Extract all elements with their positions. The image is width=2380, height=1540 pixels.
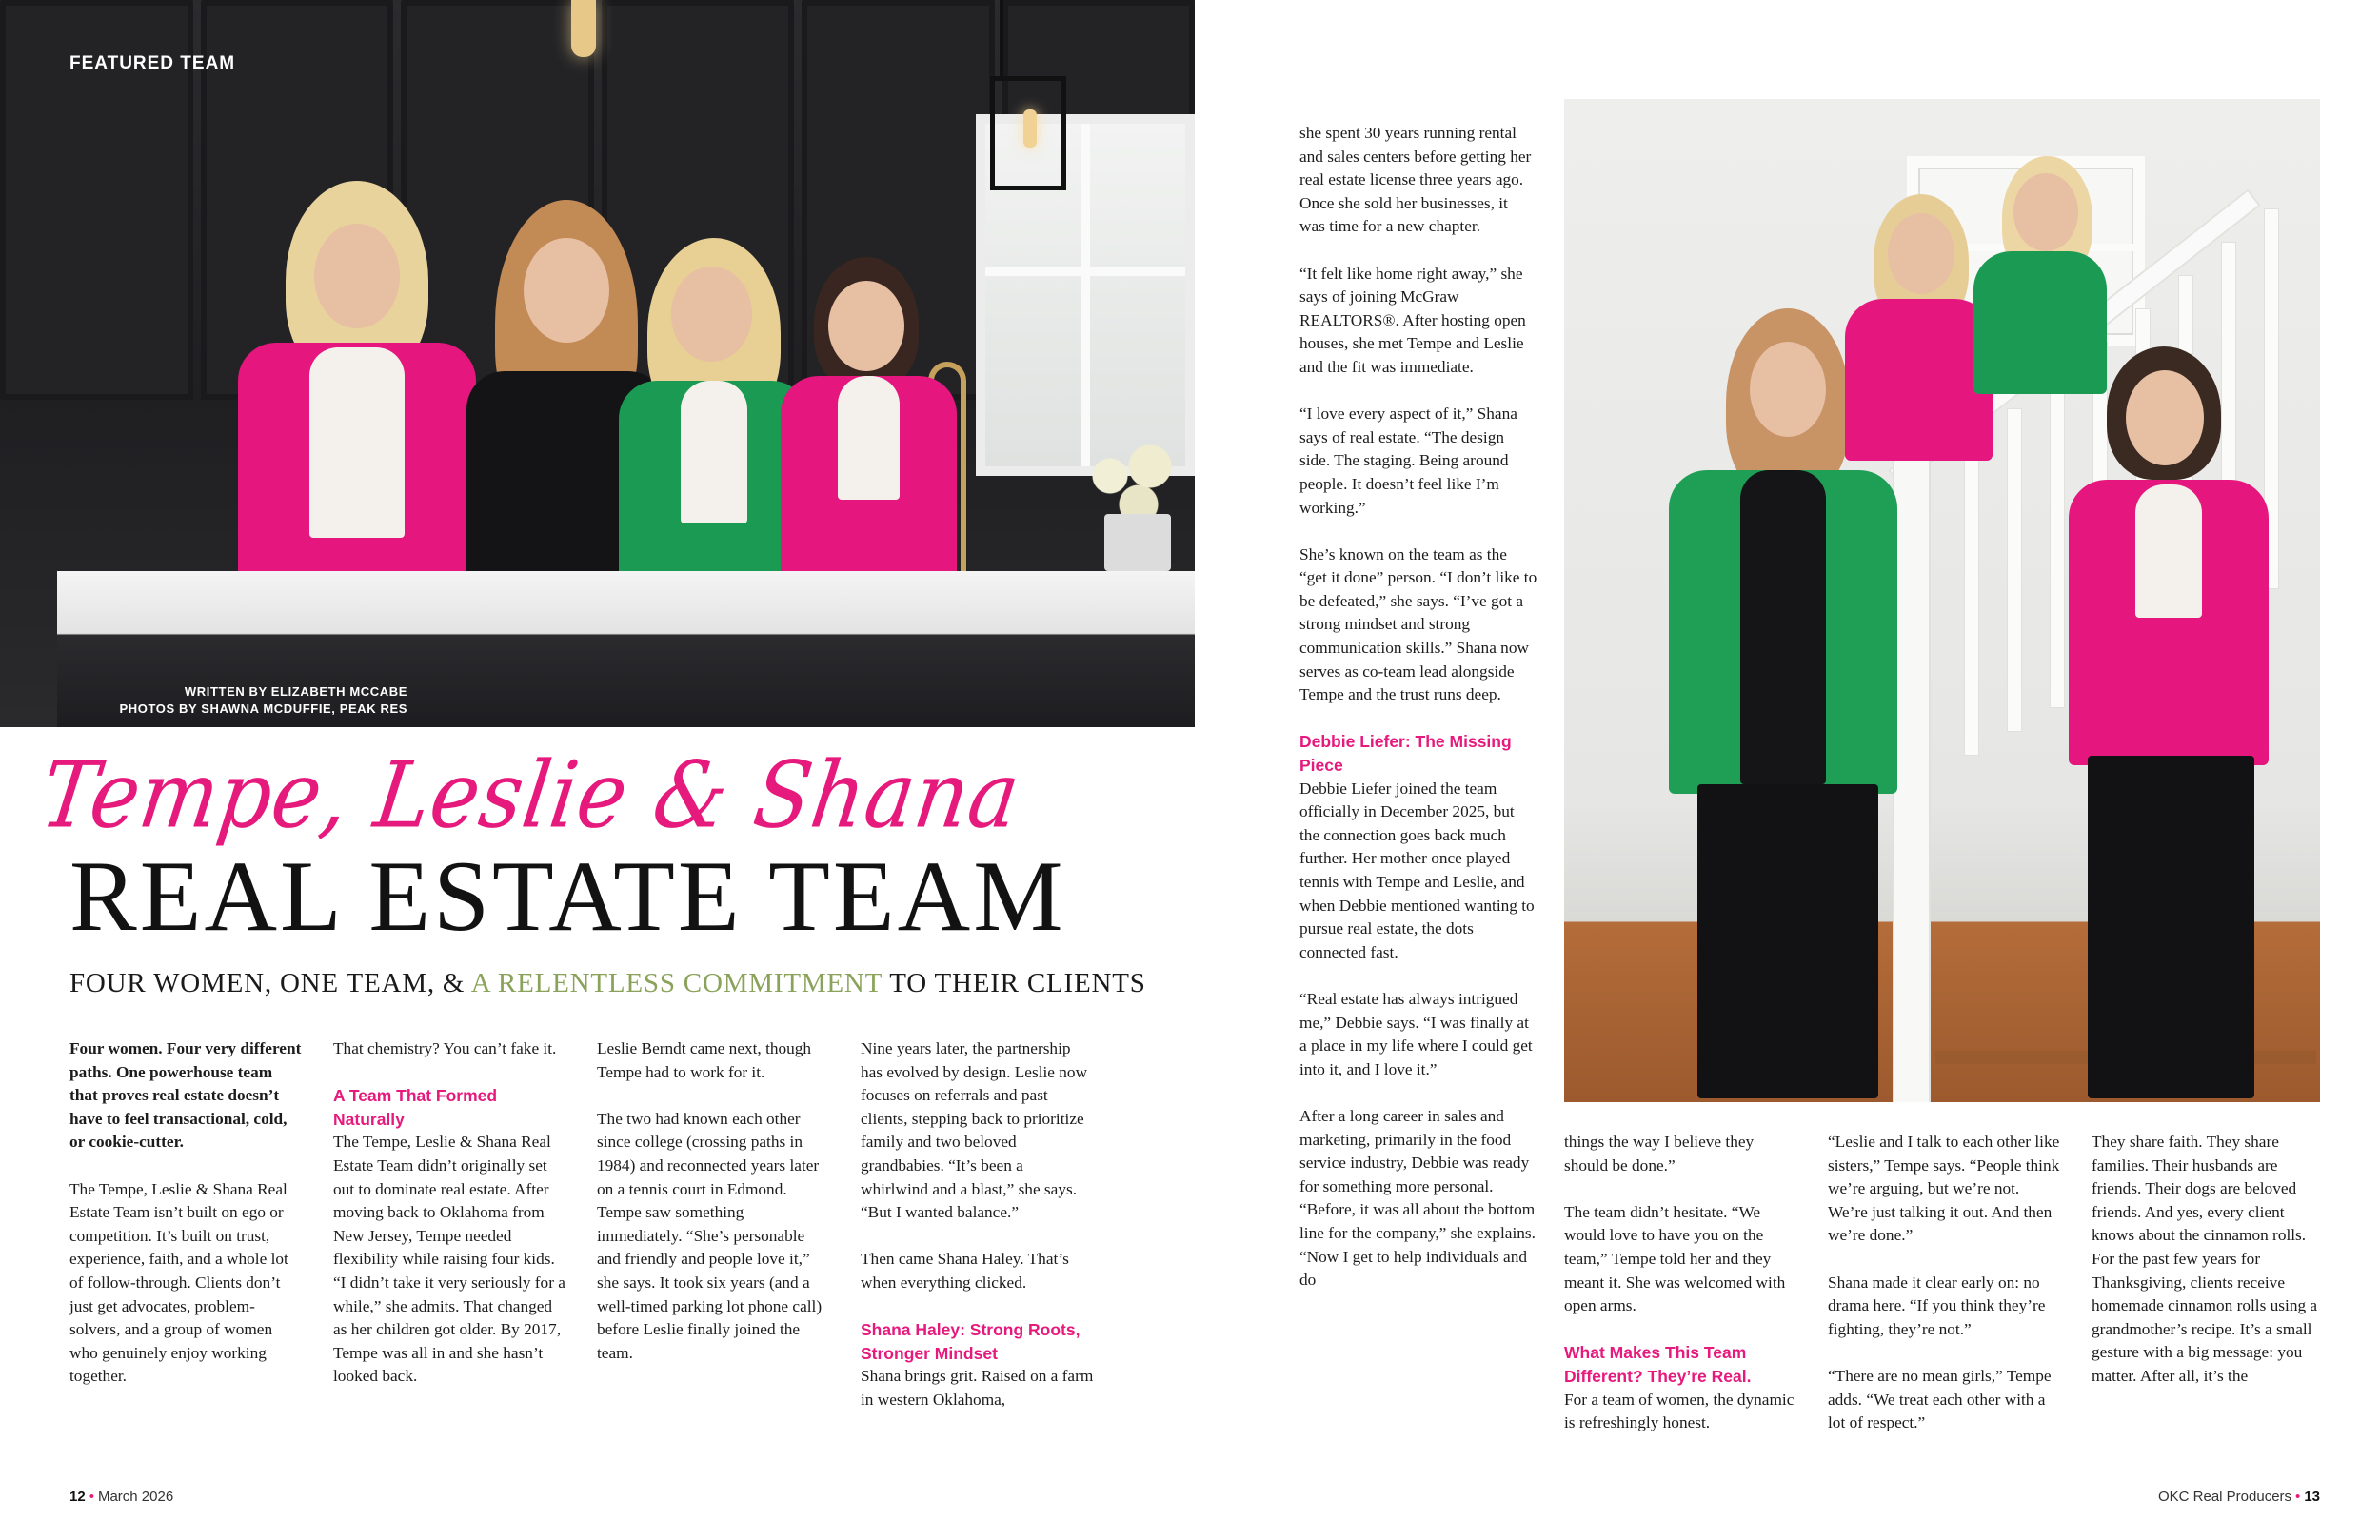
article-column-4: [861, 1037, 1094, 1412]
lantern-light: [990, 76, 1066, 190]
subheading-debbie-liefer: Debbie Liefer: The Missing Piece: [1299, 732, 1512, 776]
main-title: REAL ESTATE TEAM: [69, 840, 1066, 952]
paragraph: The team didn’t hesitate. “We would love to have you on the team,” Tempe told her and they meant it. She was welcomed with open arms.: [1564, 1202, 1786, 1315]
paragraph: The Tempe, Leslie & Shana Real Estate Team didn’t originally set out to dominate real estate. After moving back to Oklahoma from New Jersey, Tempe needed flexibility while raising four kids. “I didn’t take it very seriously for a while,” she admits. That changed as her children got older. By 2017, Tempe was all in and she hasn’t looked back.: [333, 1133, 565, 1386]
paragraph: Then came Shana Haley. That’s when everything clicked.: [861, 1250, 1069, 1292]
team-staircase-photo: [1564, 99, 2320, 1102]
article-column-7: [1828, 1131, 2061, 1435]
subtitle-accent: A RELENTLESS COMMITMENT: [470, 968, 883, 998]
subheading-shana-haley: Shana Haley: Strong Roots, Stronger Mindset: [861, 1320, 1081, 1363]
woman-pink-blazer-1: [219, 181, 495, 638]
subheading-team-formed: A Team That Formed Naturally: [333, 1086, 498, 1129]
photo-credits: [0, 683, 407, 718]
article-column-3: [597, 1037, 830, 1365]
paragraph: Debbie Liefer joined the team officially in December 2025, but the connection goes back much further. Her mother once played tennis with Tempe and Leslie, and when Debbie mentioned wanting to pursue real estate, the dots connected fast.: [1299, 779, 1535, 961]
footer-right: OKC Real Producers • 13: [2157, 1489, 2320, 1505]
subheading-what-makes-different: What Makes This Team Different? They’re Real.: [1564, 1343, 1752, 1386]
article-column-5: [1299, 122, 1537, 1293]
team-kitchen-photo: [0, 0, 1195, 727]
woman-pink-blazer-2: [771, 257, 962, 600]
paragraph: Leslie Berndt came next, though Tempe had to work for it.: [597, 1039, 812, 1081]
paragraph: “Real estate has always intrigued me,” Debbie says. “I was finally at a place in my life where I could get into it, and I love it.”: [1299, 989, 1533, 1078]
article-column-6: [1564, 1131, 1797, 1435]
paragraph: “It felt like home right away,” she says of joining McGraw REALTORS®. After hosting open houses, she met Tempe and Leslie and the fit was immediate.: [1299, 264, 1526, 376]
article-column-8: [2092, 1131, 2325, 1389]
subtitle: [69, 968, 1146, 999]
paragraph: The two had known each other since college (crossing paths in 1984) and reconnected years later on a tennis court in Edmond. Tempe saw something immediately. “She’s personable and friendly and people love it,” she says. It took six years (and a well-timed parking lot phone call) before Leslie finally joined the team.: [597, 1109, 823, 1362]
paragraph: They share faith. They share families. Their husbands are friends. Their dogs are beloved friends. And yes, every client knows about the cinnamon rolls. For the past few years for Thanksgiving, clients receive homemade cinnamon rolls using a grandmother’s recipe. It’s a small gesture with a big message: you matter. After all, it’s the: [2092, 1133, 2318, 1385]
paragraph: “I love every aspect of it,” Shana says of real estate. “The design side. The staging. Being around people. It doesn’t feel like I’m working.”: [1299, 405, 1517, 517]
paragraph: For a team of women, the dynamic is refreshingly honest.: [1564, 1390, 1795, 1432]
page-number-right: 13: [2304, 1489, 2320, 1505]
paragraph: Nine years later, the partnership has evolved by design. Leslie now focuses on referrals and past clients, stepping back to prioritize family and two beloved grandbabies. “It’s been a whirlwind and a blast,” she says. “But I wanted balance.”: [861, 1039, 1088, 1222]
script-title: Tempe, Leslie & Shana: [34, 742, 1027, 849]
paragraph: That chemistry? You can’t fake it.: [333, 1039, 557, 1057]
paragraph: She’s known on the team as the “get it done” person. “I don’t like to be defeated,” she says. “I’ve got a strong mindset and strong communication skills.” Shana now serves as co-team lead alongside Tempe and the trust runs deep.: [1299, 544, 1537, 704]
paragraph: The Tempe, Leslie & Shana Real Estate Team isn’t built on ego or competition. It’s built on trust, experience, faith, and a whole lot of follow-through. Clients don’t just get advocates, problem-solvers, and a group of women who genuinely enjoy working together.: [69, 1179, 288, 1386]
paragraph: Shana brings grit. Raised on a farm in western Oklahoma,: [861, 1367, 1094, 1409]
paragraph: things the way I believe they should be done.”: [1564, 1133, 1755, 1175]
paragraph: Shana made it clear early on: no drama here. “If you think they’re fighting, they’re not.”: [1828, 1273, 2046, 1338]
subtitle-part-1: FOUR WOMEN, ONE TEAM, &: [69, 968, 471, 998]
pendant-light: [571, 0, 596, 57]
paragraph: “Leslie and I talk to each other like sisters,” Tempe says. “People think we’re arguing, but we’re not. We’re just talking it out. And then we’re done.”: [1828, 1133, 2060, 1245]
publication-name: OKC Real Producers: [2157, 1489, 2292, 1505]
written-by-credit: WRITTEN BY ELIZABETH MCCABE: [184, 684, 407, 699]
lead-paragraph: Four women. Four very different paths. One powerhouse team that proves real estate doesn’t have to feel transactional, cold, or cookie-cutter.: [69, 1039, 302, 1152]
paragraph: After a long career in sales and marketing, primarily in the food service industry, Debbie was ready for something more personal. “Before, it was all about the bottom line for the company,” she explains. “Now I get to help individuals and do: [1299, 1106, 1536, 1290]
paragraph: “There are no mean girls,” Tempe adds. “We treat each other with a lot of respect.”: [1828, 1366, 2052, 1432]
subtitle-part-2: TO THEIR CLIENTS: [882, 968, 1146, 998]
woman-pink-blazer-standing: [2059, 346, 2278, 1098]
section-label: FEATURED TEAM: [69, 53, 236, 73]
article-column-1: [69, 1037, 303, 1389]
photos-by-credit: PHOTOS BY SHAWNA MCDUFFIE, PEAK RES: [119, 701, 407, 716]
page-number-left: 12: [69, 1489, 86, 1505]
article-column-2: [333, 1037, 566, 1389]
footer-left: 12 • March 2026: [69, 1489, 174, 1505]
paragraph: she spent 30 years running rental and sales centers before getting her real estate license three years ago. Once she sold her businesses, it was time for a new chapter.: [1299, 124, 1532, 236]
issue-date: March 2026: [97, 1489, 174, 1505]
